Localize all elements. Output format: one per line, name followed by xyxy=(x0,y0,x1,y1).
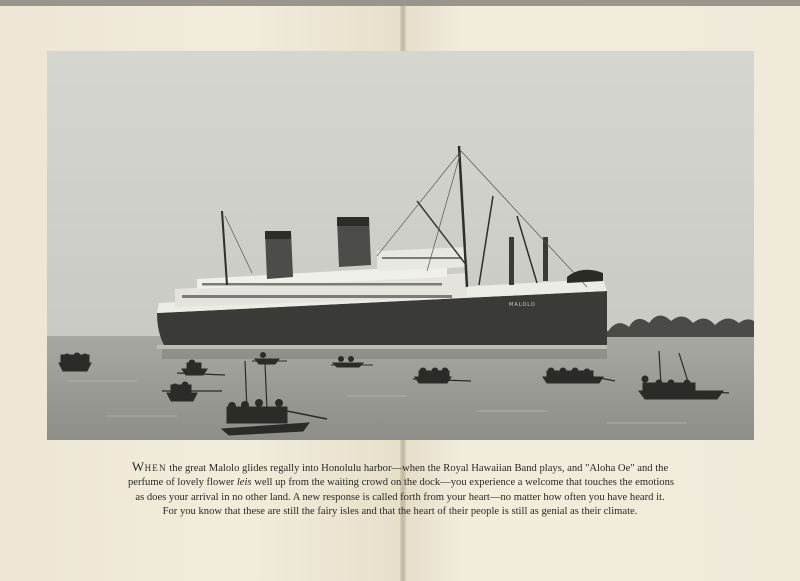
ship-photograph xyxy=(47,51,754,440)
caption-paragraph xyxy=(128,459,675,520)
caption-line-3: as does your arrival in no other land. A new response is called forth from your heart—no matter how often you have heard it. xyxy=(135,491,665,503)
caption-line-2-start: perfume of lovely flower xyxy=(128,477,237,489)
caption-line-2 xyxy=(128,476,675,490)
smallcaps-lead: HEN xyxy=(144,463,167,473)
brochure-spread xyxy=(0,6,800,581)
leis-word: leis xyxy=(236,477,252,489)
dropcap: W xyxy=(131,459,145,474)
caption-line-1 xyxy=(128,460,672,476)
caption-line-1-text: the great Malolo glides regally into Honolulu harbor—when the Royal Hawaiian Band plays, and "Aloha Oe" and the xyxy=(166,463,669,474)
caption-line-2-end: well up from the waiting crowd on the dock—you experience a welcome that touches the emotions xyxy=(251,477,675,489)
canoe xyxy=(59,353,91,371)
caption-line-4: For you know that these are still the fairy isles and that the heart of their people is still as genial as their climate. xyxy=(162,506,638,518)
ship-illustration xyxy=(47,51,754,440)
ship-name-text: MALOLO xyxy=(509,302,536,308)
